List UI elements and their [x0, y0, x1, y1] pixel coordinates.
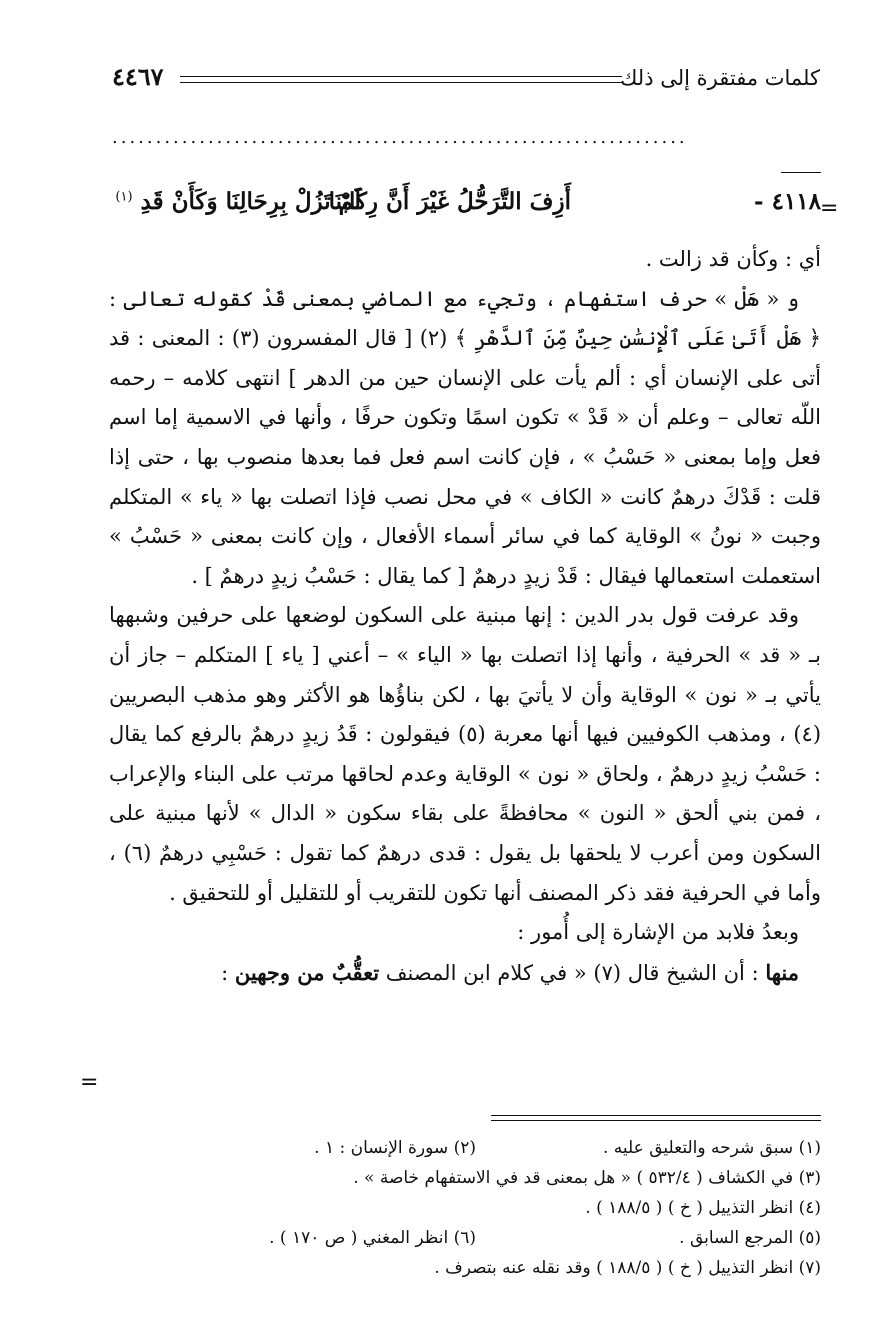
footnote-1: (١) سبق شرحه والتعليق عليه . — [602, 1138, 821, 1158]
verse-hemistich-second — [115, 188, 361, 215]
dotted-separator: .................................................................. — [112, 127, 688, 148]
footnote-4: (٤) انظر التذييل ( خ ) ( ١٨٨/٥ ) . — [585, 1198, 821, 1218]
footnote-3: (٣) في الكشاف ( ٥٣٢/٤ ) « هل بمعنى قد في الاستفهام خاصة » . — [353, 1168, 821, 1188]
paragraph-1: أي : وكأن قد زالت . — [645, 247, 821, 271]
footnote-7: (٧) انظر التذييل ( خ ) ( ١٨٨/٥ ) وقد نقله عنه بتصرف . — [434, 1258, 821, 1278]
running-header — [112, 62, 820, 102]
footnote-row — [109, 1163, 821, 1193]
paragraph-5-lead: منها — [765, 959, 799, 985]
paragraph-3: وقد عرفت قول بدر الدين : إنها مبنية على السكون لوضعها على حرفين وشبهها بـ « قد » الحرفية ، وأنها إذا اتصلت بها « الياء » – أعني [ ياء ] المتكلم – جاز أن يأتي بـ « نون » الوقاية وأن لا يأتيَ بها ، لكن بناؤُها هو الأكثر وهو مذهب البصريين (٤) ، ومذهب الكوفيين فيها أنها معربة (٥) فيقولون : قَدُ زيدٍ درهمٌ بالرفع كما يقال : حَسْبُ زيدٍ درهمٌ ، ولحاق « نون » الوقاية وعدم لحاقها مرتب على البناء والإعراب ، فمن بني ألحق « النون » محافظةً على بقاء سكون « الدال » لأنها مبنية على السكون ومن أعرب لا يلحقها بل يقول : قدى درهمٌ كما تقول : حَسْبِي درهمٌ (٦) ، وأما في الحرفية فقد ذكر المصنف أنها تكون للتقريب أو للتقليل أو للتحقيق . — [109, 603, 822, 905]
continuation-mark-bottom: = — [80, 1070, 99, 1095]
verse-hemistich-second-text: لَمْ تَزُلْ بِرِحَالِنَا وَكَأَنْ قَدِ — [140, 188, 361, 215]
footnote-row — [109, 1133, 821, 1163]
footnotes — [109, 1133, 821, 1283]
verse-footnote-ref: (١) — [115, 189, 133, 205]
verse-number: ٤١١٨ - — [754, 188, 821, 215]
paragraph-5 — [109, 953, 821, 994]
main-text — [109, 240, 821, 993]
continuation-mark-top: = — [820, 196, 839, 221]
paragraph-5-text: : أن الشيخ قال (٧) « في كلام ابن المصنف — [379, 960, 766, 985]
poetry-verse — [115, 188, 821, 228]
header-title: كلمات مفتقرة إلى ذلك — [620, 66, 820, 90]
footnote-6: (٦) انظر المغني ( ص ١٧٠ ) . — [269, 1228, 476, 1248]
footnote-row — [109, 1193, 821, 1223]
footnote-row — [109, 1223, 821, 1253]
footnote-2: (٢) سورة الإنسان : ١ . — [314, 1138, 476, 1158]
paragraph-4: وبعدُ فلابد من الإشارة إلى أُمور : — [517, 920, 799, 945]
paragraph-2: و « هَلْ » حرف استفهام ، وتجيء مع الماضي بمعنى قَدْ كقوله تعالى : ﴿ هَلْ أَتَىٰ عَلَى ٱلْإِنسَٰنِ حِينٌ مِّنَ ٱلدَّهْرِ ﴾ (٢) [ قال المفسرون (٣) : المعنى : قد أتى على الإنسان أي : ألم يأت على الإنسان حين من الدهر ] انتهى كلامه – رحمه اللّه تعالى – وعلم أن « قَدْ » تكون اسمًا وتكون حرفًا ، وأنها في الاسمية إما اسم فعل وإما بمعنى « حَسْبُ » ، فإن كانت اسم فعل فما بعدها منصوب بها ، حتى إذا قلت : قَدْكَ درهمٌ كانت « الكاف » في محل نصب فإذا اتصلت بها « ياء » المتكلم وجبت « نونُ » الوقاية كما في سائر أسماء الأفعال ، وإن كانت بمعنى « حَسْبُ » استعملت استعمالها فيقال : قَدْ زيدٍ درهمٌ [ كما يقال : حَسْبُ زيدٍ درهمٌ ] . — [109, 286, 822, 588]
footnote-rule — [491, 1115, 821, 1121]
paragraph-5-emphasis: تعقُّبٌ من وجهين — [234, 959, 380, 985]
paragraph-5-end: : — [221, 960, 235, 985]
header-rule — [180, 76, 622, 83]
separator-line — [781, 172, 821, 173]
page-number: ٤٤٦٧ — [112, 62, 164, 91]
footnote-5: (٥) المرجع السابق . — [679, 1228, 821, 1248]
footnote-row — [109, 1253, 821, 1283]
verse-hemistich-first: أَزِفَ التَّرَحُّلُ غَيْرَ أَنَّ رِكَابَنَا — [328, 188, 571, 215]
